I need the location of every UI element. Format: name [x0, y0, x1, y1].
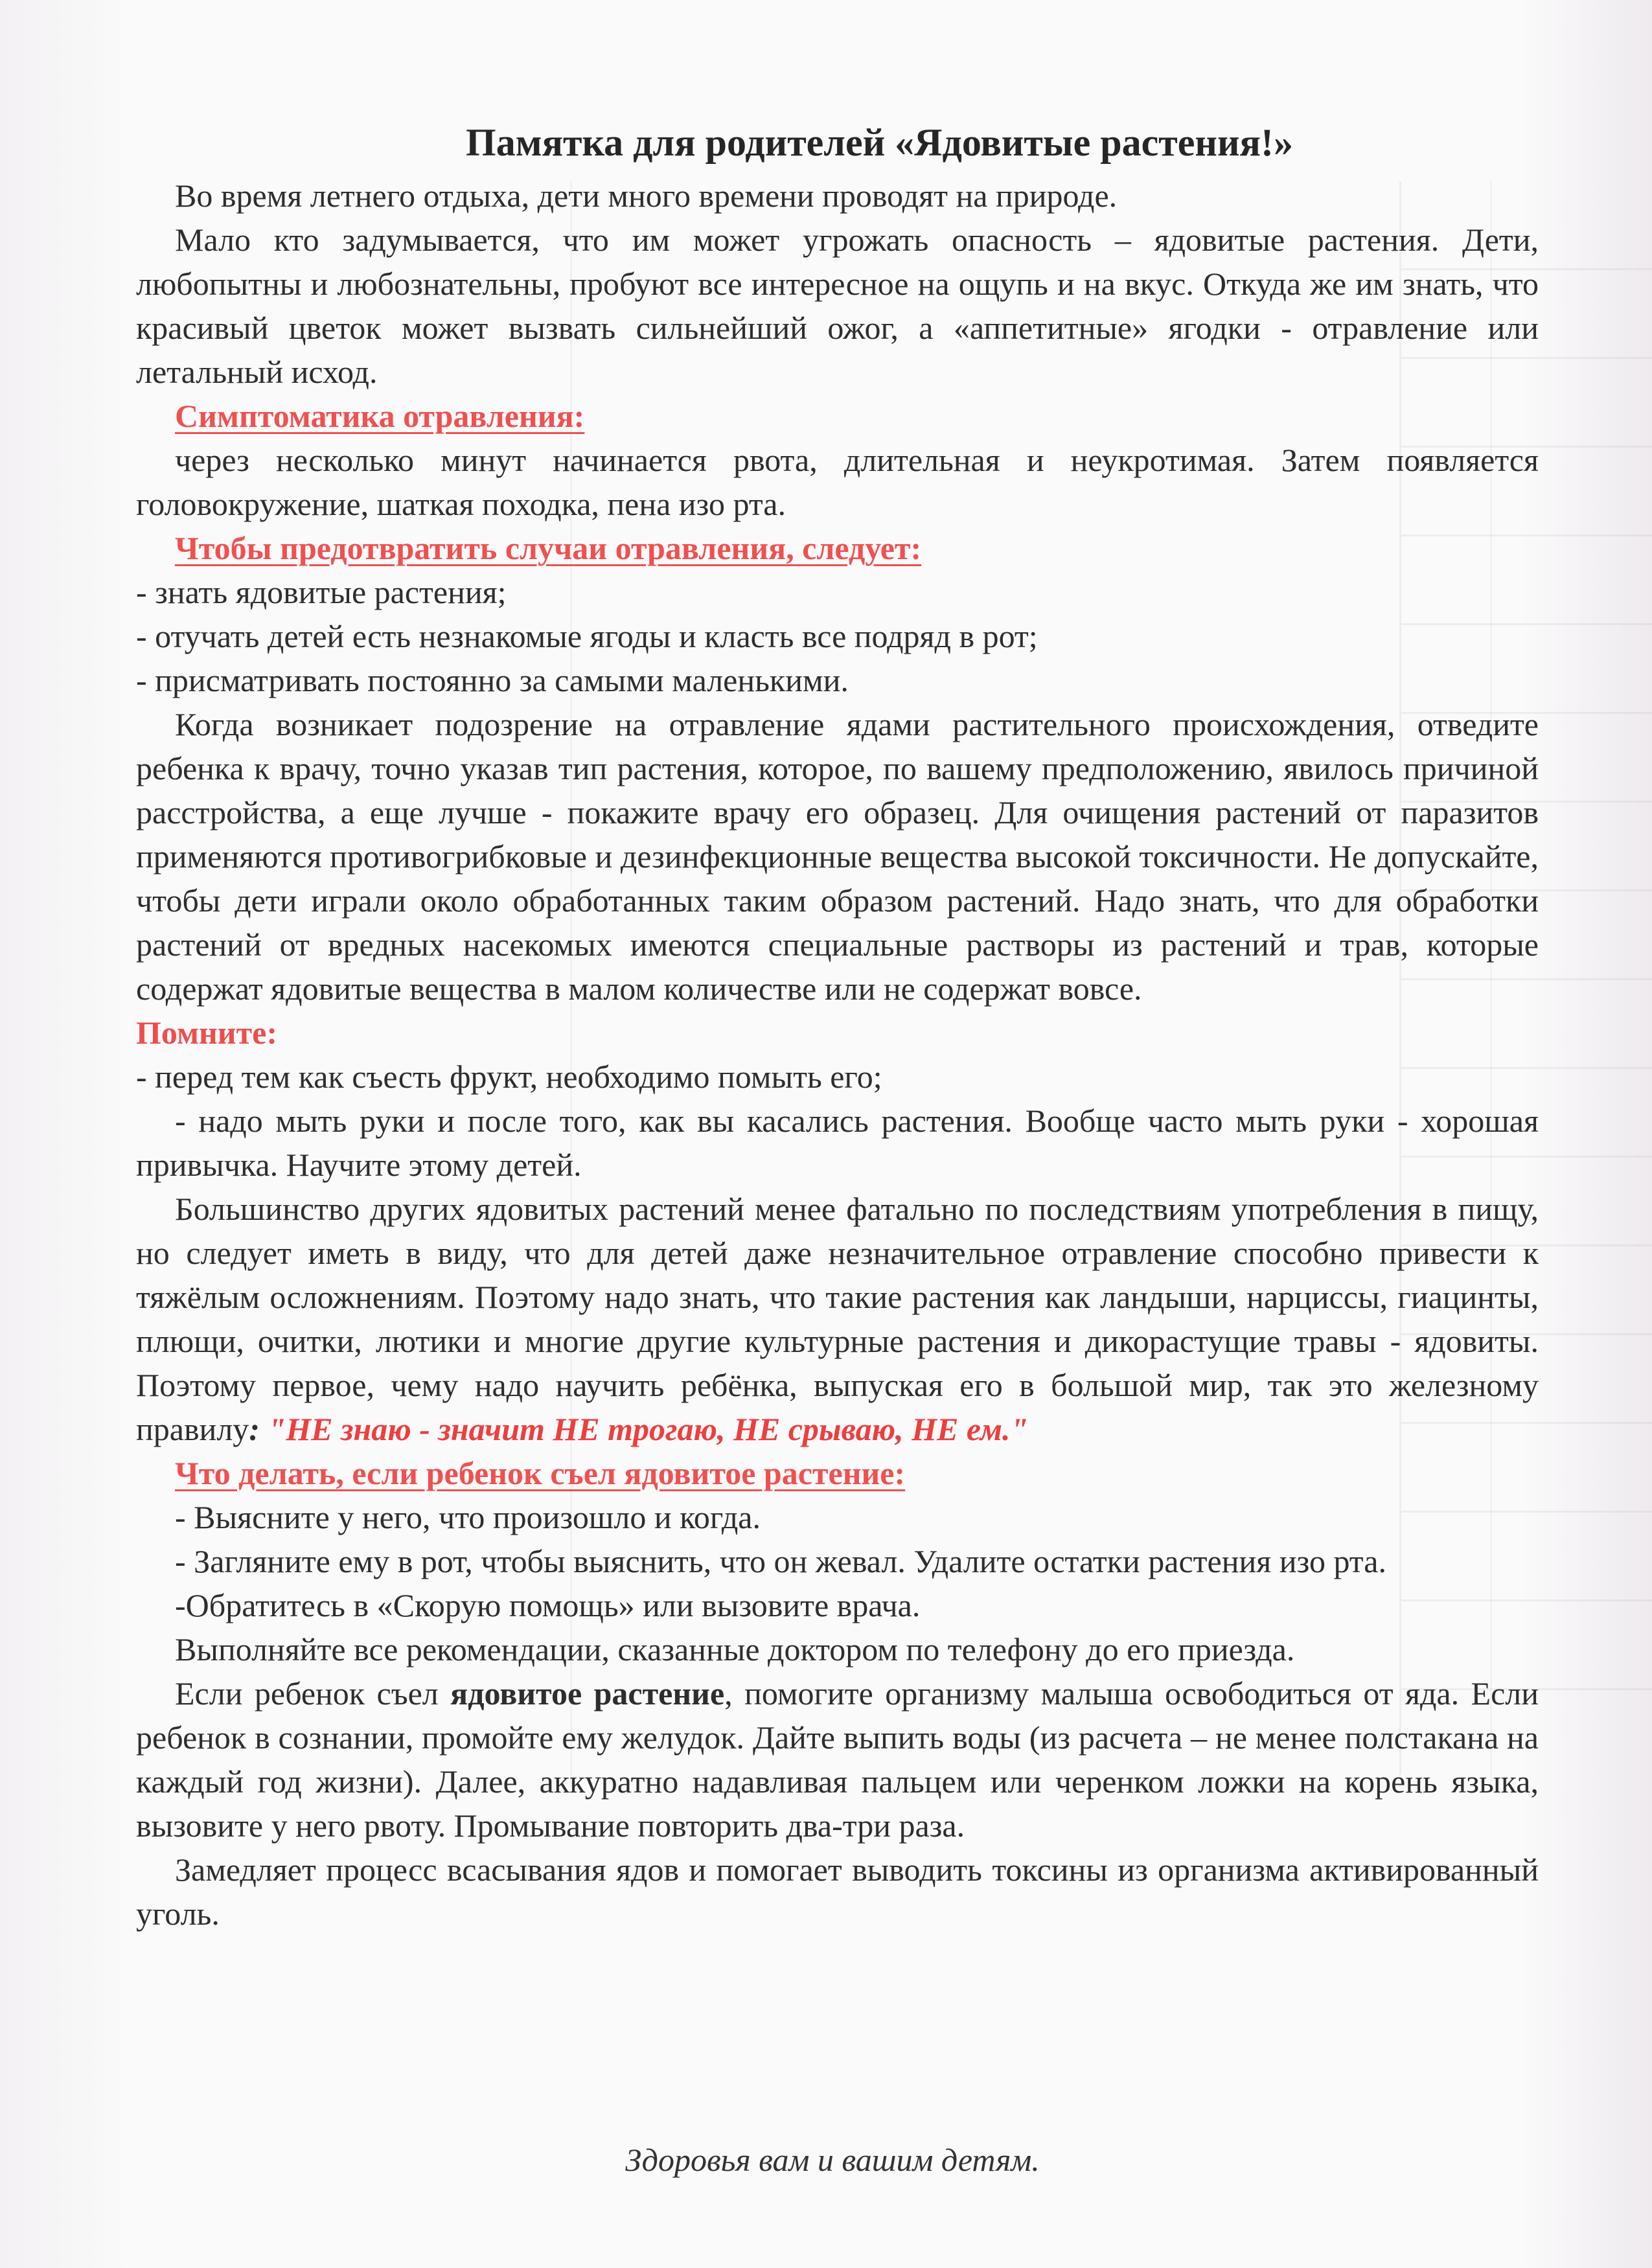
- first-aid-bold: ядовитое растение: [450, 1675, 725, 1712]
- list-item: - знать ядовитые растения;: [136, 574, 507, 610]
- rule-text: Большинство других ядовитых растений менее фатально по последствиям употребления в пищу, но следует иметь в виду, что для детей даже незначительное отравление способно привести к тяжёлым осложнениям. Поэтому надо знать, что такие растения как ландыши, нарциссы, гиацинты, плющи, очитки, лютики и многие другие культурные растения и дикорастущие травы - ядовиты. Поэтому первое, чему надо научить ребёнка, выпуская его в большой мир, так это железному правилу: [136, 1191, 1539, 1447]
- list-item: Выполняйте все рекомендации, сказанные доктором по телефону до его приезда.: [175, 1631, 1295, 1667]
- intro-paragraph: Мало кто задумывается, что им может угрожать опасность – ядовитые растения. Дети, любопытны и любознательны, пробуют все интересное на ощупь и на вкус. Откуда же им знать, что красивый цветок может вызвать сильнейший ожог, а «аппетитные» ягодки - отравление или летальный исход.: [136, 222, 1539, 390]
- list-item: - Выясните у него, что произошло и когда.: [175, 1499, 761, 1535]
- prevention-heading: Чтобы предотвратить случаи отравления, следует:: [175, 530, 922, 566]
- prevention-text: Когда возникает подозрение на отравление ядами растительного происхождения, отведите ребенка к врачу, точно указав тип растения, которое, по вашему предположению, явилось причиной расстройства, а еще лучше - покажите врачу его образец. Для очищения растений от паразитов применяются противогрибковые и дезинфекционные вещества высокой токсичности. Не допускайте, чтобы дети играли около обработанных таким образом растений. Надо знать, что для обработки растений от вредных насекомых имеются специальные растворы из растений и трав, которые содержат ядовитые вещества в малом количестве или не содержат вовсе.: [136, 706, 1539, 1007]
- list-item: -Обратитесь в «Скорую помощь» или вызовите врача.: [175, 1587, 921, 1623]
- list-item: - надо мыть руки и после того, как вы касались растения. Вообще часто мыть руки - хорошая привычка. Научите этому детей.: [136, 1103, 1539, 1183]
- list-item: - присматривать постоянно за самыми маленькими.: [136, 662, 849, 698]
- page-title: Памятка для родителей «Ядовитые растения!»: [466, 121, 1293, 164]
- symptoms-heading: Симптоматика отравления:: [175, 398, 585, 434]
- list-item: - отучать детей есть незнакомые ягоды и класть все подряд в рот;: [136, 618, 1038, 654]
- first-aid-text-end: , помогите организму малыша освободиться от яда. Если ребенок в сознании, промойте ему желудок. Дайте выпить воды (из расчета – не менее полстакана на каждый год жизни). Далее, аккуратно надавливая пальцем или черенком ложки на корень языка, вызовите у него рвоту. Промывание повторить два-три раза.: [136, 1675, 1539, 1844]
- charcoal-paragraph: Замедляет процесс всасывания ядов и помогает выводить токсины из организма активированный уголь.: [136, 1851, 1539, 1932]
- first-aid-paragraph: [136, 1671, 1539, 1848]
- remember-heading: Помните:: [136, 1014, 278, 1051]
- rule-paragraph: [136, 1187, 1539, 1451]
- safety-slogan: "НЕ знаю - значит НЕ трогаю, НЕ срываю, НЕ ем.": [259, 1411, 1029, 1447]
- list-item: - перед тем как съесть фрукт, необходимо помыть его;: [136, 1059, 882, 1095]
- first-aid-text: Если ребенок съел: [175, 1675, 451, 1712]
- symptoms-text: через несколько минут начинается рвота, длительная и неукротимая. Затем появляется головокружение, шаткая походка, пена изо рта.: [136, 442, 1539, 522]
- rule-colon: :: [249, 1411, 260, 1447]
- closing-wish: Здоровья вам и вашим детям.: [625, 2142, 1040, 2178]
- action-heading: Что делать, если ребенок съел ядовитое растение:: [175, 1455, 906, 1491]
- memo-content: [136, 117, 1539, 1936]
- intro-paragraph: Во время летнего отдыха, дети много времени проводят на природе.: [175, 178, 1118, 214]
- list-item: - Загляните ему в рот, чтобы выяснить, что он жевал. Удалите остатки растения изо рта.: [175, 1543, 1386, 1579]
